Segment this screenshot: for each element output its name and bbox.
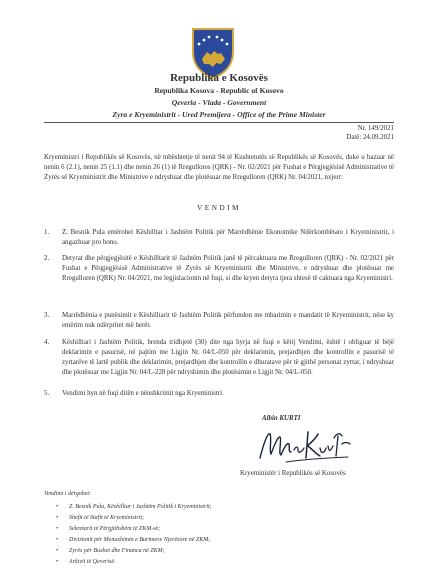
decision-item bbox=[44, 389, 394, 399]
decision-item bbox=[44, 311, 394, 331]
bullet-icon: • bbox=[56, 504, 59, 510]
distribution-item bbox=[56, 513, 212, 524]
bullet-icon: • bbox=[56, 558, 59, 565]
decision-item bbox=[44, 228, 394, 248]
distribution-item bbox=[56, 535, 212, 546]
distribution-list bbox=[56, 502, 212, 567]
item-text: Vendimi hyn në fuqi ditën e nënshkrimit nga Kryeministri. bbox=[62, 390, 224, 397]
distribution-item bbox=[56, 502, 212, 513]
item-text: Këshilltari i Jashtëm Politik, brenda tridhjetë (30) dite nga hyrja në fuqi e këtij Vendimi, është i obliguar të bëjë deklarimin e pasurisë, në pajtim me Ligjin Nr. 04/L-050 për deklarimin, prejardhjen dhe kontrollin e pasurisë të zyrtarëve të lartë publik dhe deklarimin, prejardhjen dhe kontrollin e dhuratave për të gjithë personat zyrtar, i ndryshuar dhe plotësuar me Ligjin Nr. 04/L-228 për ndryshimin dhe plotësimin e Ligjit Nr. 04/L-050. bbox=[62, 339, 394, 376]
decision-item bbox=[44, 338, 394, 378]
bullet-icon: • bbox=[56, 525, 59, 532]
decision-heading: VENDIM bbox=[197, 203, 241, 212]
distribution-item-text: Sekretarit të Përgjithshëm të ZKM-së; bbox=[69, 525, 161, 532]
distribution-item-text: Zyrës për Buxhet dhe Financa në ZKM; bbox=[69, 547, 165, 554]
bullet-icon: • bbox=[56, 514, 59, 521]
distribution-item bbox=[56, 524, 212, 535]
item-number: 1. bbox=[44, 229, 50, 236]
country-subtitle: Republika Kosova - Republic of Kosovo bbox=[154, 86, 284, 95]
item-number: 5. bbox=[44, 390, 50, 397]
document-number: Nr. 149/2021 bbox=[357, 125, 394, 132]
government-line: Qeveria - Vlada - Government bbox=[171, 98, 267, 107]
distribution-item-text: Shefit të Stafit të Kryeministrit; bbox=[69, 514, 144, 521]
item-number: 2. bbox=[44, 255, 50, 262]
distribution-title: Vendimi i dërgohet: bbox=[44, 491, 92, 497]
distribution-item bbox=[56, 546, 212, 557]
document-date: Datë: 24.09.2021 bbox=[346, 134, 394, 141]
item-text: Marrëdhënia e punësimit e Këshilltarit të Jashtëm Politik përfundon me mbarimin e mandatit të Kryeministrit, nëse ky emërim nuk ndërpritet më herët. bbox=[62, 312, 394, 329]
distribution-item-text: Divizionit për Menaxhimin e Burimeve Njerëzore në ZKM; bbox=[69, 536, 211, 543]
decision-item bbox=[44, 254, 394, 284]
distribution-item-text: Arkivit të Qeverisë. bbox=[69, 558, 116, 565]
item-number: 4. bbox=[44, 339, 50, 346]
item-text: Z. Besnik Pula emërohet Këshilltar i Jashtëm Politik për Marrëdhënie Ekonomike Ndërkombëtare i Kryeministrit, i angazhuar pro bono. bbox=[62, 229, 394, 246]
item-number: 3. bbox=[44, 312, 50, 319]
intro-paragraph: Kryeministri i Republikës së Kosovës, në mbështetje të nenit 94 të Kushtetutës së Republikës së Kosovës, duke u bazuar në nenin 6 (2.1), nenin 25 (1.1) dhe nenin 26 (1) të Rregullores (QRK) - Nr. 02/2021 për Fushat e Përgjegjësisë Administrative të Zyrës së Kryeministrit dhe Ministrive e ndryshuar dhe plotësuar me Rregulloren (QRK) Nr. 04/2021, nxjerr: bbox=[44, 154, 394, 181]
distribution-item-text: Z. Besnik Pula, Këshilltar i Jashtëm Politik i Kryeministrit; bbox=[69, 504, 212, 510]
item-text: Detyrat dhe përgjegjësitë e Këshilltarit të Jashtëm Politik janë të përcaktuara me Rregulloren (QRK) - Nr. 02/2021 për Fushat e Përgjegjësisë Administrative të Zyrës së Kryeministrit dhe Ministrive, e ndryshuar dhe plotësuar me Rregulloren (QRK) Nr. 04/2021, me legjislacionin në fuqi, si dhe kryen detyra tjera shtesë të caktuara nga Kryeministri. bbox=[62, 255, 394, 282]
bullet-icon: • bbox=[56, 547, 59, 554]
office-line: Zyra e Kryeministrit - Ured Premijera - Office of the Prime Minister bbox=[112, 110, 326, 119]
signatory-title: Kryeministër i Republikës së Kosovës bbox=[240, 470, 346, 477]
country-title: Republika e Kosovës bbox=[170, 72, 268, 84]
handwritten-signature bbox=[256, 424, 356, 466]
bullet-icon: • bbox=[56, 536, 59, 543]
distribution-item bbox=[56, 557, 212, 568]
signatory-name: Albin KURTI bbox=[262, 415, 301, 422]
header-divider bbox=[44, 122, 394, 123]
